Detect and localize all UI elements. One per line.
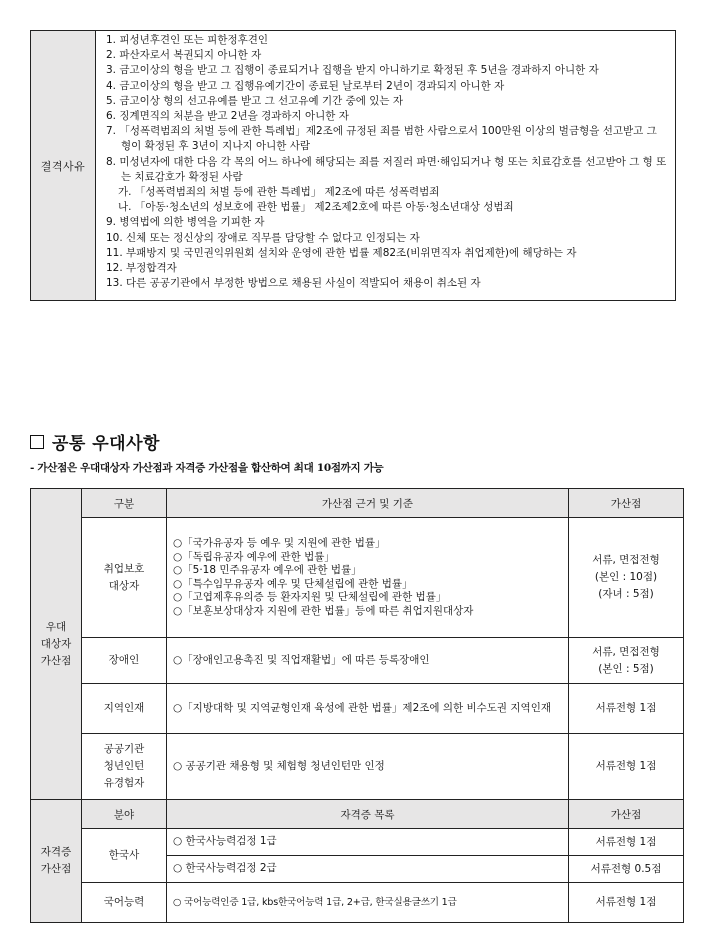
basis-cell bbox=[167, 638, 569, 684]
disqualification-item: 8. 미성년자에 대한 다음 각 목의 어느 하나에 해당되는 죄를 저질러 파면·해임되거나 형 또는 치료감호를 선고받아 그 형 또는 치료감호가 확정된 사람 bbox=[106, 155, 667, 183]
disqualification-subitem: 나. 「아동·청소년의 성보호에 관한 법률」 제2조제2호에 따른 아동·청소년대상 성범죄 bbox=[118, 201, 514, 214]
disqualification-item: 2. 파산자로서 복권되지 아니한 자 bbox=[106, 49, 262, 62]
basis-cell bbox=[167, 734, 569, 800]
section-title-text: 공통 우대사항 bbox=[52, 434, 160, 454]
field-cell: 한국사 bbox=[82, 829, 167, 883]
score-cell bbox=[569, 638, 684, 684]
table-row bbox=[31, 638, 684, 684]
table-row bbox=[31, 734, 684, 800]
section-note: - 가산점은 우대대상자 가산점과 자격증 가산점을 합산하여 최대 10점까지 가능 bbox=[30, 462, 384, 474]
disqualification-item: 10. 신체 또는 정신상의 장애로 직무를 담당할 수 없다고 인정되는 자 bbox=[106, 231, 420, 244]
header-score: 가산점 bbox=[569, 489, 684, 518]
certificate-cell: ○ 한국사능력검정 2급 bbox=[167, 856, 569, 883]
category-cell bbox=[82, 734, 167, 800]
basis-line: ○「5·18 민주유공자 예우에 관한 법률」 bbox=[173, 564, 362, 576]
category-cell: 지역인재 bbox=[82, 684, 167, 734]
table-row bbox=[31, 829, 684, 856]
disqualification-item: 4. 금고이상의 형을 받고 그 집행유예기간이 종료된 날로부터 2년이 경과되지 아니한 자 bbox=[106, 79, 505, 92]
section-title bbox=[30, 429, 160, 454]
header-category: 구분 bbox=[82, 489, 167, 518]
score-cell: 서류전형 1점 bbox=[569, 734, 684, 800]
table-row bbox=[31, 684, 684, 734]
disqualification-item: 13. 다른 공공기관에서 부정한 방법으로 채용된 사실이 적발되어 채용이 취소된 자 bbox=[106, 277, 481, 290]
disqualification-item: 7. 「성폭력범죄의 처벌 등에 관한 특례법」제2조에 규정된 죄를 범한 사람으로서 100만원 이상의 벌금형을 선고받고 그 형이 확정된 후 3년이 지나지 아니한 사람 bbox=[106, 125, 657, 153]
category-cell bbox=[82, 518, 167, 638]
table-header-row bbox=[31, 489, 684, 518]
basis-line: ○「장애인고용촉진 및 직업재활법」에 따른 등록장애인 bbox=[173, 653, 430, 666]
field-cell: 국어능력 bbox=[82, 883, 167, 923]
certificate-cell: ○ 국어능력인증 1급, kbs한국어능력 1급, 2+급, 한국실용글쓰기 1급 bbox=[167, 883, 569, 923]
category-text: 공공기관 청년인턴 유경험자 bbox=[103, 743, 145, 789]
group-label-text: 우대 대상자 가산점 bbox=[40, 620, 72, 667]
score-cell: 서류전형 1점 bbox=[569, 883, 684, 923]
header-list: 자격증 목록 bbox=[167, 800, 569, 829]
disqualification-item: 1. 피성년후견인 또는 피한정후견인 bbox=[106, 34, 269, 46]
table-row bbox=[31, 518, 684, 638]
disqualification-subitem: 가. 「성폭력범죄의 처벌 등에 관한 특례법」 제2조에 따른 성폭력범죄 bbox=[118, 186, 440, 199]
disqualification-list bbox=[96, 31, 676, 301]
basis-cell bbox=[167, 684, 569, 734]
disqualification-item: 11. 부패방지 및 국민권익위원회 설치와 운영에 관한 법률 제82조(비위면직자 취업제한)에 해당하는 자 bbox=[106, 246, 577, 259]
category-text: 취업보호 대상자 bbox=[103, 562, 145, 592]
basis-line: ○「특수임무유공자 예우 및 단체설립에 관한 법률」 bbox=[173, 577, 413, 590]
basis-line: ○ 공공기관 채용형 및 체험형 청년인턴만 인정 bbox=[173, 759, 385, 772]
score-cell: 서류전형 1점 bbox=[569, 829, 684, 856]
score-cell: 서류전형 1점 bbox=[569, 684, 684, 734]
table-row bbox=[31, 883, 684, 923]
score-cell: 서류전형 0.5점 bbox=[569, 856, 684, 883]
disqualification-table bbox=[30, 30, 676, 301]
header-basis: 가산점 근거 및 기준 bbox=[167, 489, 569, 518]
basis-cell bbox=[167, 518, 569, 638]
category-cell: 장애인 bbox=[82, 638, 167, 684]
table-header-row bbox=[31, 800, 684, 829]
score-text: 서류, 면접전형 (본인 : 10점) (자녀 : 5점) bbox=[592, 554, 660, 600]
score-text: 서류, 면접전형 (본인 : 5점) bbox=[592, 645, 660, 675]
disqualification-item: 5. 금고이상 형의 선고유예를 받고 그 선고유예 기간 중에 있는 자 bbox=[106, 94, 403, 107]
group-label-preference bbox=[31, 489, 82, 800]
preference-table bbox=[30, 488, 684, 923]
disqualification-item: 3. 금고이상의 형을 받고 그 집행이 종료되거나 집행을 받지 아니하기로 확정된 후 5년을 경과하지 아니한 자 bbox=[106, 64, 599, 77]
group-label-certificates bbox=[31, 800, 82, 923]
disqualification-item: 6. 징계면직의 처분을 받고 2년을 경과하지 아니한 자 bbox=[106, 110, 349, 123]
group-label-text: 자격증 가산점 bbox=[40, 846, 72, 875]
basis-line: ○「보훈보상대상자 지원에 관한 법률」등에 따른 취업지원대상자 bbox=[173, 604, 474, 617]
basis-line: ○「독립유공자 예우에 관한 법률」 bbox=[173, 550, 335, 563]
certificate-cell: ○ 한국사능력검정 1급 bbox=[167, 829, 569, 856]
score-cell bbox=[569, 518, 684, 638]
disqualification-item: 12. 부정합격자 bbox=[106, 262, 177, 275]
checkbox-square-icon bbox=[30, 435, 44, 449]
header-score: 가산점 bbox=[569, 800, 684, 829]
basis-line: ○「고엽제후유의증 등 환자지원 및 단체설립에 관한 법률」 bbox=[173, 591, 447, 603]
basis-line: ○「국가유공자 등 예우 및 지원에 관한 법률」 bbox=[173, 537, 386, 549]
basis-line: ○「지방대학 및 지역균형인재 육성에 관한 법률」제2조에 의한 비수도권 지역인재 bbox=[173, 701, 551, 714]
disqualification-item: 9. 병역법에 의한 병역을 기피한 자 bbox=[106, 216, 265, 229]
disqualification-label: 결격사유 bbox=[31, 31, 96, 301]
header-field: 분야 bbox=[82, 800, 167, 829]
